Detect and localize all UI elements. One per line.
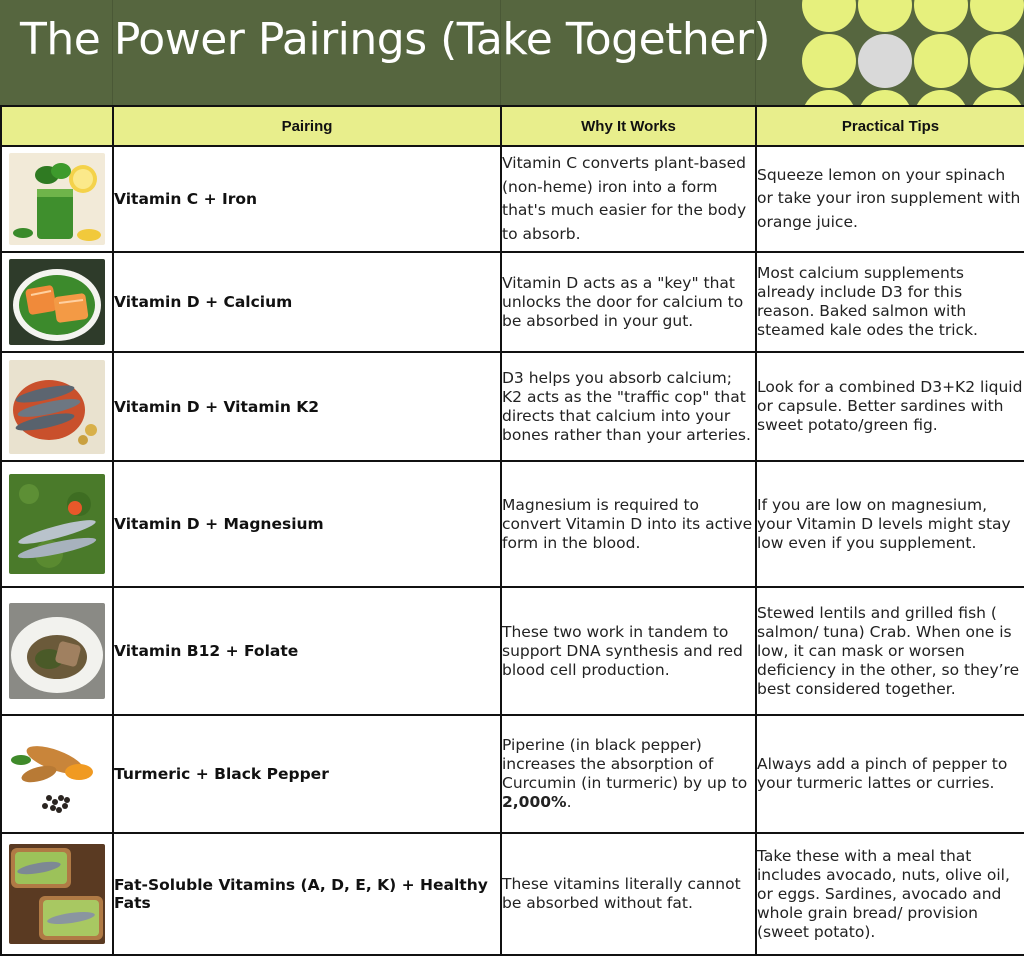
table-row <box>1 352 1024 461</box>
row-image-cell <box>1 461 113 587</box>
why-text-end: . <box>566 793 572 811</box>
tips-cell: If you are low on magnesium, your Vitamin D levels might stay low even if you supplement. <box>756 461 1024 587</box>
tips-column-header: Practical Tips <box>756 106 1024 146</box>
why-cell: Vitamin D acts as a "key" that unlocks the door for calcium to be absorbed in your gut. <box>501 252 756 352</box>
sardines-with-sweet-potato-image <box>9 360 105 454</box>
table-row <box>1 146 1024 252</box>
row-image-cell <box>1 587 113 715</box>
table-row <box>1 587 1024 715</box>
pairing-cell: Turmeric + Black Pepper <box>113 715 501 833</box>
table-row <box>1 715 1024 833</box>
why-cell: These vitamins literally cannot be absorbed without fat. <box>501 833 756 955</box>
sardines-on-spinach-image <box>9 474 105 574</box>
page-title: The Power Pairings (Take Together) <box>20 14 771 65</box>
table-row <box>1 461 1024 587</box>
table-header-row <box>1 106 1024 146</box>
row-image-cell <box>1 352 113 461</box>
row-image-cell <box>1 715 113 833</box>
pairing-column-header: Pairing <box>113 106 501 146</box>
tips-cell: Take these with a meal that includes avocado, nuts, olive oil, or eggs. Sardines, avocado and whole grain bread/ provision (sweet potato). <box>756 833 1024 955</box>
pairing-cell: Vitamin D + Vitamin K2 <box>113 352 501 461</box>
tips-cell: Squeeze lemon on your spinach or take your iron supplement with orange juice. <box>756 146 1024 252</box>
why-highlight: 2,000% <box>502 793 567 811</box>
table-row <box>1 833 1024 955</box>
why-cell <box>501 715 756 833</box>
why-text: Piperine (in black pepper) increases the absorption of Curcumin (in turmeric) by up to <box>502 736 748 792</box>
table-row <box>1 252 1024 352</box>
row-image-cell <box>1 146 113 252</box>
title-banner <box>0 0 1024 105</box>
why-column-header: Why It Works <box>501 106 756 146</box>
baked-salmon-with-kale-image <box>9 259 105 345</box>
row-image-cell <box>1 252 113 352</box>
tips-cell: Most calcium supplements already include D3 for this reason. Baked salmon with steamed kale odes the trick. <box>756 252 1024 352</box>
why-cell: Vitamin C converts plant-based (non-heme) iron into a form that's much easier for the body to absorb. <box>501 146 756 252</box>
why-cell: These two work in tandem to support DNA synthesis and red blood cell production. <box>501 587 756 715</box>
pairing-cell: Vitamin D + Magnesium <box>113 461 501 587</box>
pairings-table <box>0 105 1024 956</box>
sardines-avocado-bread-image <box>9 844 105 944</box>
pairing-cell: Vitamin D + Calcium <box>113 252 501 352</box>
green-smoothie-spinach-lemon-image <box>9 153 105 245</box>
pairing-cell: Vitamin C + Iron <box>113 146 501 252</box>
why-cell: Magnesium is required to convert Vitamin D into its active form in the blood. <box>501 461 756 587</box>
pairing-cell: Vitamin B12 + Folate <box>113 587 501 715</box>
tips-cell: Stewed lentils and grilled fish ( salmon/ tuna) Crab. When one is low, it can mask or worsen deficiency in the other, so they’re best considered together. <box>756 587 1024 715</box>
turmeric-root-black-pepper-image <box>9 726 105 822</box>
why-cell: D3 helps you absorb calcium; K2 acts as the "traffic cop" that directs that calcium into your bones rather than your arteries. <box>501 352 756 461</box>
row-image-cell <box>1 833 113 955</box>
image-column-header <box>1 106 113 146</box>
pairing-cell: Fat-Soluble Vitamins (A, D, E, K) + Healthy Fats <box>113 833 501 955</box>
lentils-and-grilled-fish-bowl-image <box>9 603 105 699</box>
tips-cell: Always add a pinch of pepper to your turmeric lattes or curries. <box>756 715 1024 833</box>
tips-cell: Look for a combined D3+K2 liquid or capsule. Better sardines with sweet potato/green fig. <box>756 352 1024 461</box>
